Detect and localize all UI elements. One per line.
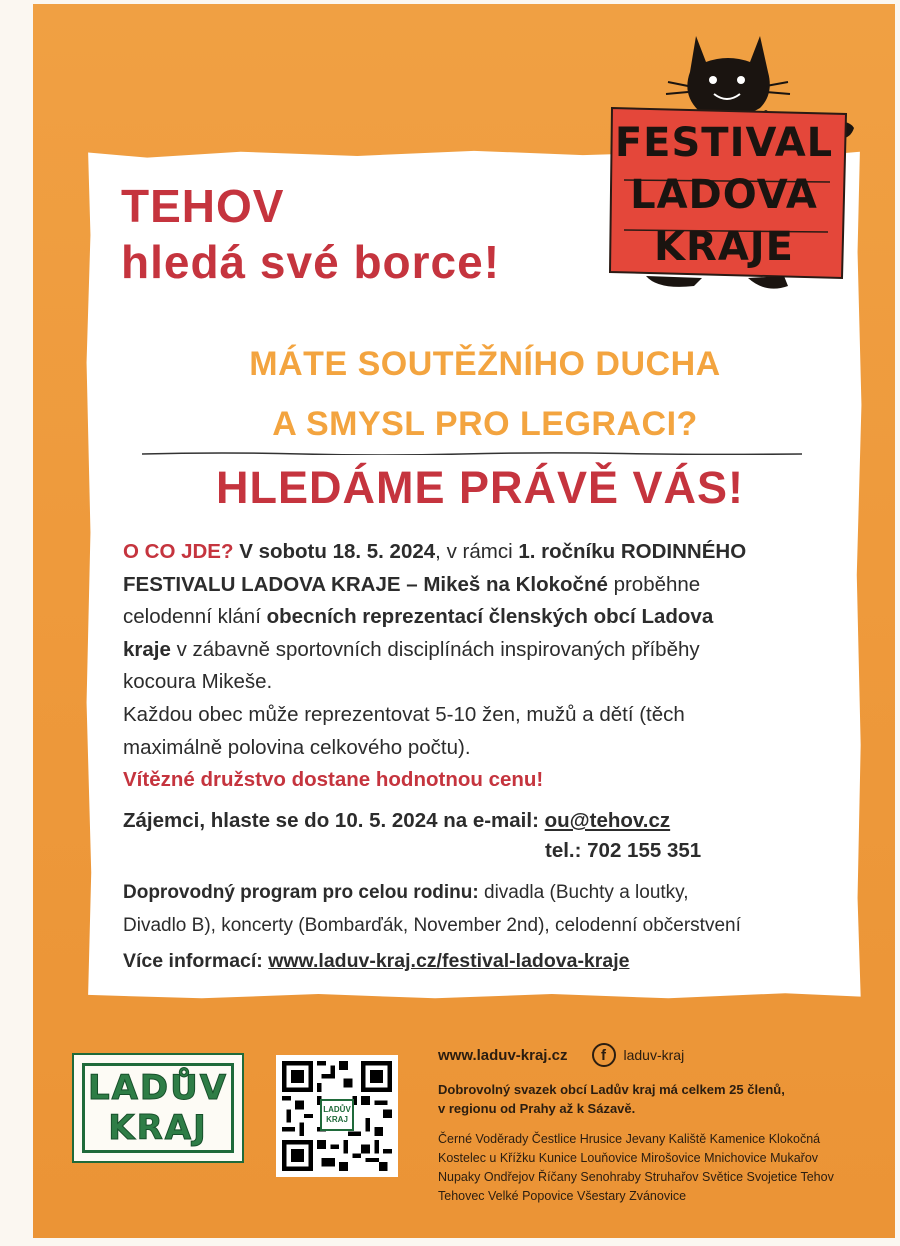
program-text-2: Divadlo B), koncerty (Bombarďák, November 2nd), celodenní občerstvení [123,915,741,936]
program-label: Doprovodný program pro celou rodinu: [123,882,479,903]
headline: HLEDÁME PRÁVĚ VÁS! [215,462,745,513]
laduv-kraj-logo [72,1053,244,1163]
member-towns-list [438,1130,868,1206]
towns-line-4: Tehovec Velké Popovice Všestary Zvánovice [438,1189,687,1203]
what-label: O CO JDE? [123,540,234,563]
towns-line-3: Nupaky Ondřejov Říčany Senohraby Struhařov Světice Svojetice Tehov [438,1170,834,1184]
footer-info [438,1042,868,1206]
laduv-kraj-logo-frame [82,1063,234,1153]
footer-desc-line-1: Dobrovolný svazek obcí Ladův kraj má celkem 25 členů, [438,1082,785,1097]
qr-code[interactable] [276,1055,398,1177]
event-date: V sobotu 18. 5. 2024 [233,540,436,563]
festival-logo-line-1: FESTIVAL [614,120,834,166]
more-info-link[interactable]: www.laduv-kraj.cz/festival-ladova-kraje [268,950,630,972]
more-info [123,945,629,977]
body-line-7: maximálně polovina celkového počtu). [123,735,471,759]
body-text: celodenní klání [123,605,267,629]
festival-name: FESTIVALU LADOVA KRAJE – Mikeš na Klokočné [123,572,608,596]
question-line-2: A SMYSL PRO LEGRACI? [272,405,698,443]
question-line-1: MÁTE SOUTĚŽNÍHO DUCHA [249,345,721,383]
prize-line: Vítězné družstvo dostane hodnotnou cenu! [123,768,544,792]
towns-line-2: Kostelec u Křížku Kunice Louňovice Mirošovice Mnichovice Mukařov [438,1151,819,1165]
facebook-handle[interactable]: laduv-kraj [623,1047,685,1063]
footer-links [438,1042,868,1068]
more-info-label: Více informací: [123,950,269,972]
body-line-2 [123,569,803,602]
body-emphasis: obecních reprezentací členských obcí Ladova [266,605,714,629]
facebook-icon: f [592,1043,616,1067]
title-line-2: hledá své borce! [121,236,501,288]
body-line-5: kocoura Mikeše. [123,670,273,694]
footer-desc-line-2: v regionu od Prahy až k Sázavě. [438,1101,636,1116]
towns-line-1: Černé Voděrady Čestlice Hrusice Jevany Kaliště Kamenice Klokočná [438,1132,821,1146]
footer-description [438,1080,868,1118]
contact-info [123,806,701,866]
title-line-1: TEHOV [121,180,285,232]
email-link[interactable]: ou@tehov.cz [544,809,671,832]
laduv-logo-line-1: LADŮV [87,1068,229,1108]
wavy-divider [142,442,802,445]
page-title [121,178,500,290]
body-text: , v rámci [435,540,519,563]
program-text: divadla (Buchty a loutky, [478,882,689,903]
event-description [123,536,803,797]
accompanying-program [123,876,741,942]
qr-center-logo: LADŮV KRAJ [320,1099,354,1131]
phone-number: tel.: 702 155 351 [545,839,702,862]
body-line-4 [123,634,803,667]
body-text: proběhne [607,572,701,596]
body-text: v zábavně sportovních disciplínách inspirovaných příběhy [170,637,700,661]
laduv-logo-line-2: KRAJ [108,1108,208,1148]
contact-label: Zájemci, hlaste se do 10. 5. 2024 na e-mail: [123,809,545,832]
festival-logo-line-2: LADOVA [630,172,818,218]
body-line-1 [123,536,803,569]
festival-logo-line-3: KRAJE [654,224,794,270]
body-line-3 [123,601,803,634]
body-line-6: Každou obec může reprezentovat 5-10 žen, mužů a dětí (těch [123,702,685,726]
body-emphasis: kraje [123,637,171,661]
footer-website-link[interactable]: www.laduv-kraj.cz [438,1046,568,1064]
event-edition: 1. ročníku RODINNÉHO [518,540,747,563]
festival-logo-text [612,111,836,279]
